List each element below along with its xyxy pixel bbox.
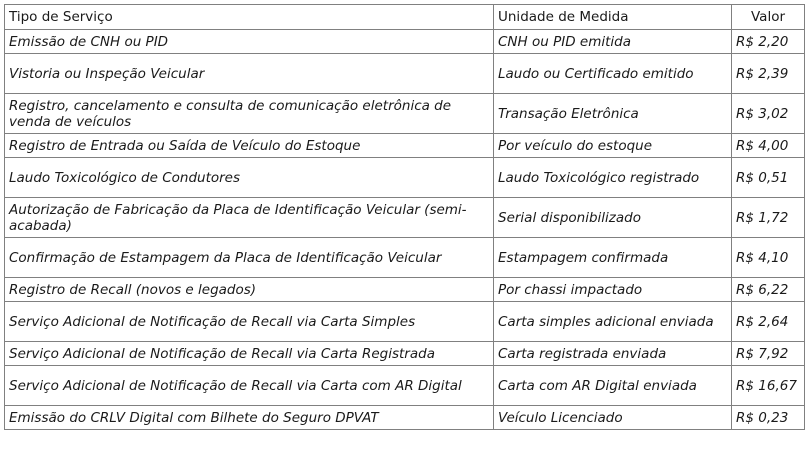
unit-cell: Carta com AR Digital enviada bbox=[494, 366, 732, 406]
unit-cell: Laudo Toxicológico registrado bbox=[494, 158, 732, 198]
service-cell: Registro de Recall (novos e legados) bbox=[5, 278, 494, 302]
unit-cell: Laudo ou Certificado emitido bbox=[494, 54, 732, 94]
table-row bbox=[5, 198, 805, 238]
unit-cell: Estampagem confirmada bbox=[494, 238, 732, 278]
unit-cell: Carta simples adicional enviada bbox=[494, 302, 732, 342]
header-row bbox=[5, 5, 805, 30]
table-row bbox=[5, 94, 805, 134]
unit-cell: Por chassi impactado bbox=[494, 278, 732, 302]
table-row bbox=[5, 238, 805, 278]
header-service: Tipo de Serviço bbox=[5, 5, 494, 30]
service-cell: Laudo Toxicológico de Condutores bbox=[5, 158, 494, 198]
value-cell: R$ 3,02 bbox=[732, 94, 805, 134]
header-unit: Unidade de Medida bbox=[494, 5, 732, 30]
service-cell: Registro de Entrada ou Saída de Veículo do Estoque bbox=[5, 134, 494, 158]
value-cell: R$ 6,22 bbox=[732, 278, 805, 302]
unit-cell: Carta registrada enviada bbox=[494, 342, 732, 366]
unit-cell: CNH ou PID emitida bbox=[494, 30, 732, 54]
header-value: Valor bbox=[732, 5, 805, 30]
value-cell: R$ 4,00 bbox=[732, 134, 805, 158]
service-cell: Serviço Adicional de Notificação de Recall via Carta Registrada bbox=[5, 342, 494, 366]
table-row bbox=[5, 302, 805, 342]
value-cell: R$ 2,64 bbox=[732, 302, 805, 342]
value-cell: R$ 1,72 bbox=[732, 198, 805, 238]
service-cell: Emissão do CRLV Digital com Bilhete do Seguro DPVAT bbox=[5, 406, 494, 430]
unit-cell: Serial disponibilizado bbox=[494, 198, 732, 238]
value-cell: R$ 0,51 bbox=[732, 158, 805, 198]
table-row bbox=[5, 158, 805, 198]
value-cell: R$ 2,39 bbox=[732, 54, 805, 94]
service-cell: Autorização de Fabricação da Placa de Identificação Veicular (semi-acabada) bbox=[5, 198, 494, 238]
service-cell: Emissão de CNH ou PID bbox=[5, 30, 494, 54]
service-cell: Registro, cancelamento e consulta de comunicação eletrônica de venda de veículos bbox=[5, 94, 494, 134]
table-row bbox=[5, 134, 805, 158]
value-cell: R$ 16,67 bbox=[732, 366, 805, 406]
table-row bbox=[5, 366, 805, 406]
table-row bbox=[5, 406, 805, 430]
service-cell: Serviço Adicional de Notificação de Recall via Carta Simples bbox=[5, 302, 494, 342]
table-row bbox=[5, 278, 805, 302]
value-cell: R$ 4,10 bbox=[732, 238, 805, 278]
value-cell: R$ 0,23 bbox=[732, 406, 805, 430]
fees-table bbox=[4, 4, 805, 430]
unit-cell: Por veículo do estoque bbox=[494, 134, 732, 158]
table-row bbox=[5, 54, 805, 94]
unit-cell: Veículo Licenciado bbox=[494, 406, 732, 430]
value-cell: R$ 7,92 bbox=[732, 342, 805, 366]
service-cell: Confirmação de Estampagem da Placa de Identificação Veicular bbox=[5, 238, 494, 278]
service-cell: Vistoria ou Inspeção Veicular bbox=[5, 54, 494, 94]
table-row bbox=[5, 30, 805, 54]
service-cell: Serviço Adicional de Notificação de Recall via Carta com AR Digital bbox=[5, 366, 494, 406]
unit-cell: Transação Eletrônica bbox=[494, 94, 732, 134]
table-row bbox=[5, 342, 805, 366]
value-cell: R$ 2,20 bbox=[732, 30, 805, 54]
